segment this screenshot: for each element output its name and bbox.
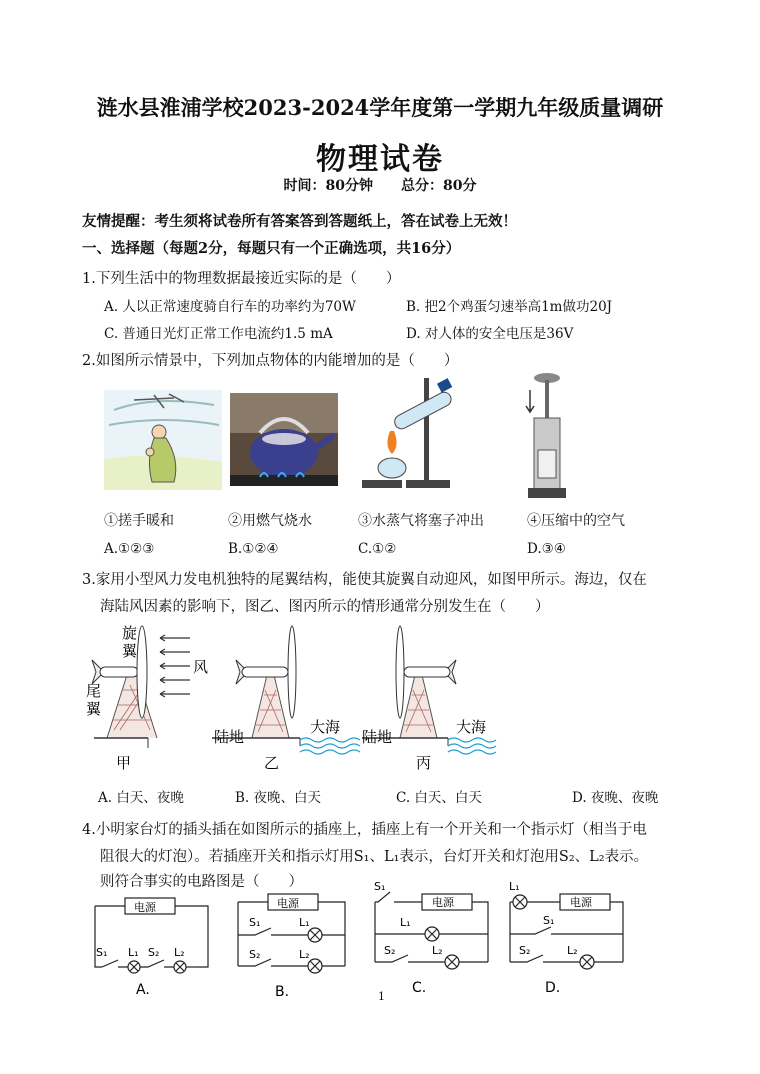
wind-turbine-figure-jia xyxy=(82,620,222,770)
q3-stem-line2: 海陆风因素的影响下，图乙、图丙所示的情形通常分别发生在（ ） xyxy=(100,599,550,615)
s1-label-a: S₁ xyxy=(96,946,108,959)
q2-caption-4: ④压缩中的空气 xyxy=(527,513,625,529)
fig-yi-label: 乙 xyxy=(264,754,280,770)
power-label-b: 电源 xyxy=(277,897,299,910)
school-title: 涟水县淮浦学校2023-2024学年度第一学期九年级质量调研 xyxy=(96,95,664,120)
q2-option-b: B.①②④ xyxy=(228,541,279,557)
q2-stem: 2.如图所示情景中，下列加点物体的内能增加的是（ ） xyxy=(82,353,459,369)
q1-option-d: D. 对人体的安全电压是36V xyxy=(406,326,574,342)
power-label-d: 电源 xyxy=(570,896,592,909)
q3-stem-line1: 3.家用小型风力发电机独特的尾翼结构，能使其旋翼自动迎风，如图甲所示。海边，仅在 xyxy=(82,572,647,588)
power-label-c: 电源 xyxy=(432,896,454,909)
s2-label-a: S₂ xyxy=(148,946,160,959)
s1-label-c: S₁ xyxy=(374,880,386,893)
circuit-b-label: B. xyxy=(275,984,290,1000)
rotor-label-a: 旋 xyxy=(122,624,138,642)
circuit-d-label: D. xyxy=(545,980,561,996)
s2-label-b: S₂ xyxy=(249,948,261,961)
notice: 友情提醒：考生须将试卷所有答案答到答题纸上，答在试卷上无效！ xyxy=(82,213,517,230)
circuit-c-label: C. xyxy=(412,980,427,996)
q3-option-d: D. 夜晚、夜晚 xyxy=(572,790,659,806)
page-number: 1 xyxy=(378,990,385,1003)
q4-stem-line3: 则符合事实的电路图是（ ） xyxy=(100,874,303,890)
land-label-bing: 陆地 xyxy=(362,728,393,746)
s2-label-d: S₂ xyxy=(519,944,531,957)
q2-option-c: C.①② xyxy=(358,541,397,557)
fig-jia-label: 甲 xyxy=(116,754,132,770)
section-1-heading: 一、选择题（每题2分，每题只有一个正确选项，共16分） xyxy=(82,240,461,257)
test-tube-picture xyxy=(362,376,470,494)
q4-stem-line1: 4.小明家台灯的插头插在如图所示的插座上，插座上有一个开关和一个指示灯（相当于电 xyxy=(82,822,647,838)
q3-option-c: C. 白天、白天 xyxy=(396,790,482,806)
q3-option-a: A. 白天、夜晚 xyxy=(98,790,184,806)
q2-caption-1: ①搓手暖和 xyxy=(104,513,174,529)
s2-label-c: S₂ xyxy=(384,944,396,957)
sea-label-yi: 大海 xyxy=(310,718,341,736)
q1-stem: 1.下列生活中的物理数据最接近实际的是（ ） xyxy=(82,271,401,287)
l1-label-b: L₁ xyxy=(299,916,310,929)
tail-label-b: 翼 xyxy=(86,700,102,718)
q2-option-a: A.①②③ xyxy=(104,541,155,557)
q1-option-a: A. 人以正常速度骑自行车的功率约为70W xyxy=(104,299,356,315)
l2-label-a: L₂ xyxy=(174,946,185,959)
compression-picture xyxy=(522,372,572,502)
q2-option-d: D.③④ xyxy=(527,541,566,557)
exam-title: 物理试卷 xyxy=(316,142,444,177)
l1-label-a: L₁ xyxy=(128,946,139,959)
land-label-yi: 陆地 xyxy=(214,728,245,746)
kettle-picture xyxy=(230,393,338,486)
circuit-diagram-b xyxy=(233,888,358,1003)
q3-option-b: B. 夜晚、白天 xyxy=(235,790,322,806)
time-score: 时间：80分钟 总分：80分 xyxy=(283,178,477,194)
wind-turbine-figure-bing xyxy=(358,620,508,770)
s1-label-d: S₁ xyxy=(543,914,555,927)
l2-label-c: L₂ xyxy=(432,944,443,957)
power-label-a: 电源 xyxy=(134,901,156,914)
wind-label: 风 xyxy=(193,658,209,676)
q4-stem-line2: 阻很大的灯泡）。若插座开关和指示灯用S₁、L₁表示，台灯开关和灯泡用S₂、L₂表示。 xyxy=(100,849,649,865)
l2-label-d: L₂ xyxy=(567,944,578,957)
q1-option-c: C. 普通日光灯正常工作电流约1.5 mA xyxy=(104,326,333,342)
l1-label-d: L₁ xyxy=(509,880,520,893)
circuit-diagram-c xyxy=(370,878,495,998)
circuit-diagram-a xyxy=(90,892,215,1002)
circuit-diagram-d xyxy=(505,878,630,998)
q2-caption-3: ③水蒸气将塞子冲出 xyxy=(358,513,484,529)
s1-label-b: S₁ xyxy=(249,916,261,929)
q2-caption-2: ②用燃气烧水 xyxy=(228,513,312,529)
sea-label-bing: 大海 xyxy=(456,718,487,736)
circuit-a-label: A. xyxy=(136,982,150,998)
fig-bing-label: 丙 xyxy=(416,754,432,770)
rubbing-hands-picture xyxy=(104,390,222,490)
l1-label-c: L₁ xyxy=(400,916,411,929)
tail-label-a: 尾 xyxy=(86,682,102,700)
l2-label-b: L₂ xyxy=(299,948,310,961)
q1-option-b: B. 把2个鸡蛋匀速举高1m做功20J xyxy=(406,299,613,315)
wind-turbine-figure-yi xyxy=(212,620,362,770)
rotor-label-b: 翼 xyxy=(122,642,138,660)
